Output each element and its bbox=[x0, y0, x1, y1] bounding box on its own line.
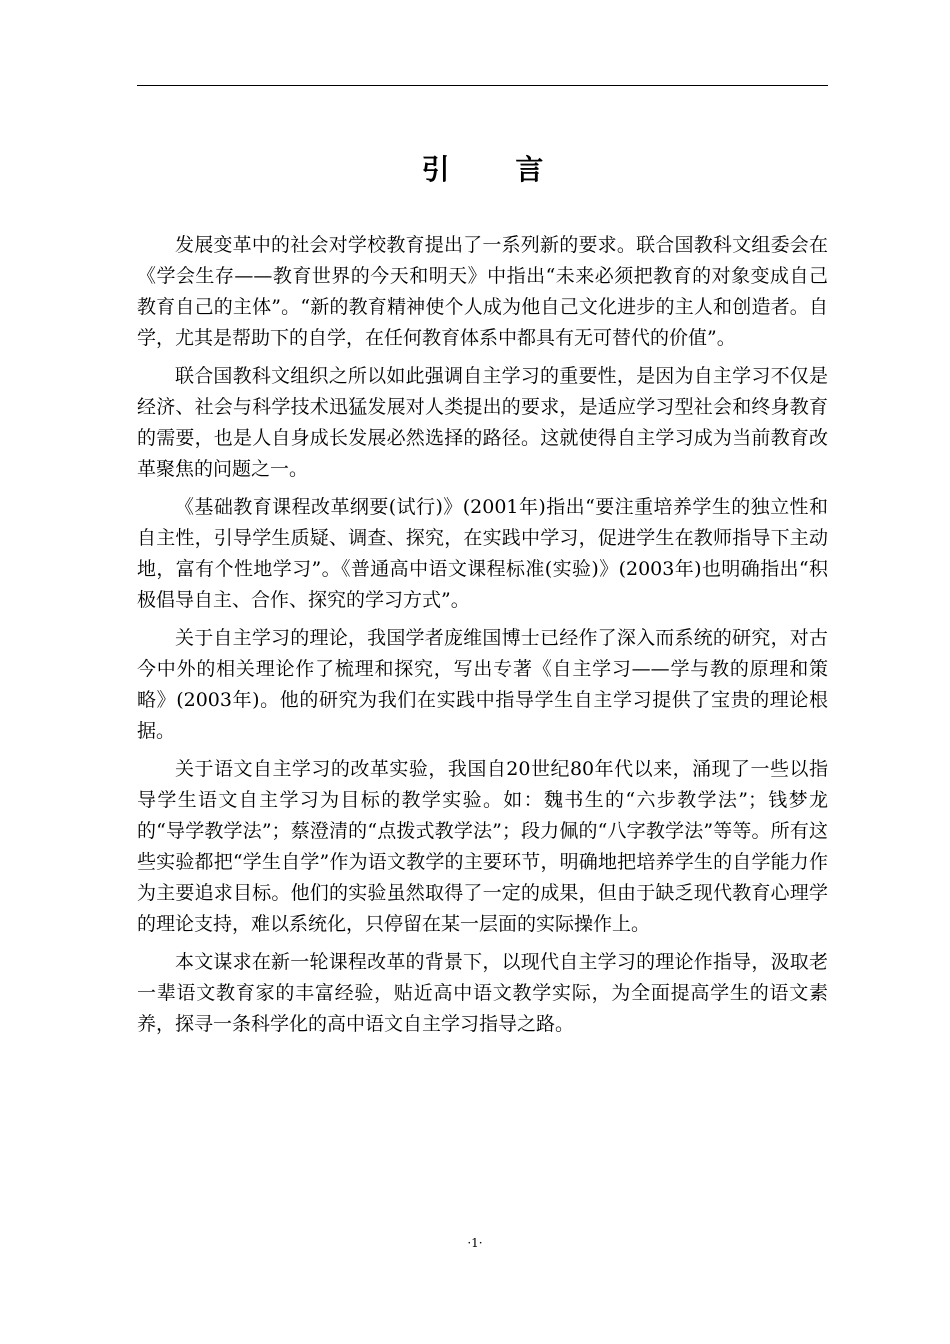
paragraph: 本文谋求在新一轮课程改革的背景下，以现代自主学习的理论作指导，汲取老一辈语文教育家的丰富经验，贴近高中语文教学实际，为全面提高学生的语文素养，探寻一条科学化的高中语文自主学习指导之路。 bbox=[137, 951, 828, 1035]
paragraph: 联合国教科文组织之所以如此强调自主学习的重要性，是因为自主学习不仅是经济、社会与科学技术迅猛发展对人类提出的要求，是适应学习型社会和终身教育的需要，也是人自身成长发展必然选择的路径。这就使得自主学习成为当前教育改革聚焦的问题之一。 bbox=[137, 365, 828, 480]
paragraph: 《基础教育课程改革纲要(试行)》(2001年)指出“要注重培养学生的独立性和自主性，引导学生质疑、调查、探究，在实践中学习，促进学生在教师指导下主动地，富有个性地学习”。《普通高中语文课程标准(实验)》(2003年)也明确指出“积极倡导自主、合作、探究的学习方式”。 bbox=[137, 496, 828, 611]
page-title: 引 言 bbox=[421, 153, 572, 186]
page-number: ·1· bbox=[467, 1236, 483, 1250]
body-text bbox=[137, 230, 828, 1047]
paragraph: 发展变革中的社会对学校教育提出了一系列新的要求。联合国教科文组委会在《学会生存——教育世界的今天和明天》中指出“未来必须把教育的对象变成自己教育自己的主体”。“新的教育精神使个人成为他自己文化进步的主人和创造者。自学，尤其是帮助下的自学，在任何教育体系中都具有无可替代的价值”。 bbox=[137, 234, 828, 349]
paragraph: 关于语文自主学习的改革实验，我国自20世纪80年代以来，涌现了一些以指导学生语文自主学习为目标的教学实验。如：魏书生的“六步教学法”；钱梦龙的“导学教学法”；蔡澄清的“点拨式教学法”；段力佩的“八字教学法”等等。所有这些实验都把“学生自学”作为语文教学的主要环节，明确地把培养学生的自学能力作为主要追求目标。他们的实验虽然取得了一定的成果，但由于缺乏现代教育心理学的理论支持，难以系统化，只停留在某一层面的实际操作上。 bbox=[137, 758, 828, 935]
paragraph: 关于自主学习的理论，我国学者庞维国博士已经作了深入而系统的研究，对古今中外的相关理论作了梳理和探究，写出专著《自主学习——学与教的原理和策略》(2003年)。他的研究为我们在实践中指导学生自主学习提供了宝贵的理论根据。 bbox=[137, 627, 828, 742]
header-rule bbox=[137, 85, 828, 86]
